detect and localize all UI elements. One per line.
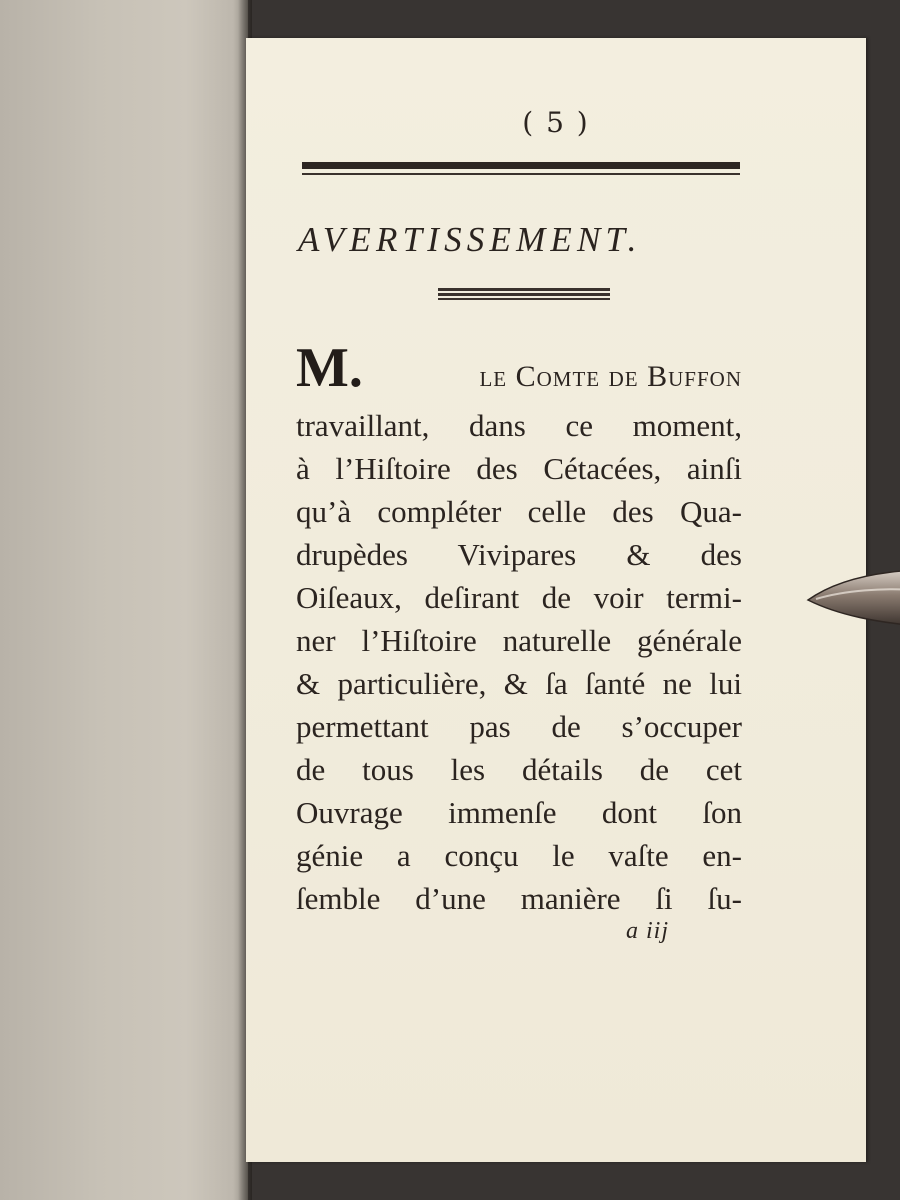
signature-mark: a iij [626, 918, 670, 944]
text-line: génie a conçu le vaſte en- [296, 838, 742, 873]
text-line: drupèdes Vivipares & des [296, 537, 742, 572]
text-line: de tous les détails de cet [296, 752, 742, 787]
header-rule [302, 162, 740, 182]
text-line: travaillant, dans ce moment, [296, 408, 742, 443]
first-text-line [296, 338, 742, 398]
ornamental-rule-line [438, 288, 610, 291]
header-rule-thin [302, 173, 740, 175]
page-heading: AVERTISSEMENT. [298, 220, 642, 259]
text-line: qu’à compléter celle des Qua- [296, 494, 742, 529]
left-facing-page [0, 0, 248, 1200]
text-line: ner l’Hiſtoire naturelle générale [296, 623, 742, 658]
printed-page [246, 38, 866, 1162]
drop-capital: M. [296, 337, 363, 399]
text-line: Oiſeaux, deſirant de voir termi- [296, 580, 742, 615]
text-line: Ouvrage immenſe dont ſon [296, 795, 742, 830]
ornamental-rule-line [438, 298, 610, 300]
text-line: à l’Hiſtoire des Cétacées, ainſi [296, 451, 742, 486]
text-line: & particulière, & ſa ſanté ne lui [296, 666, 742, 701]
ornamental-rule-line [438, 293, 610, 296]
text-line: permettant pas de s’occuper [296, 709, 742, 744]
header-rule-thick [302, 162, 740, 169]
body-text [296, 338, 742, 920]
text-line: ſemble d’une manière ſi ſu- [296, 881, 742, 916]
page-number: ( 5 ) [522, 106, 590, 139]
author-name: le Comte de Buffon [479, 360, 742, 393]
ornamental-rule [438, 288, 610, 300]
pen-pointer-icon [806, 566, 900, 630]
